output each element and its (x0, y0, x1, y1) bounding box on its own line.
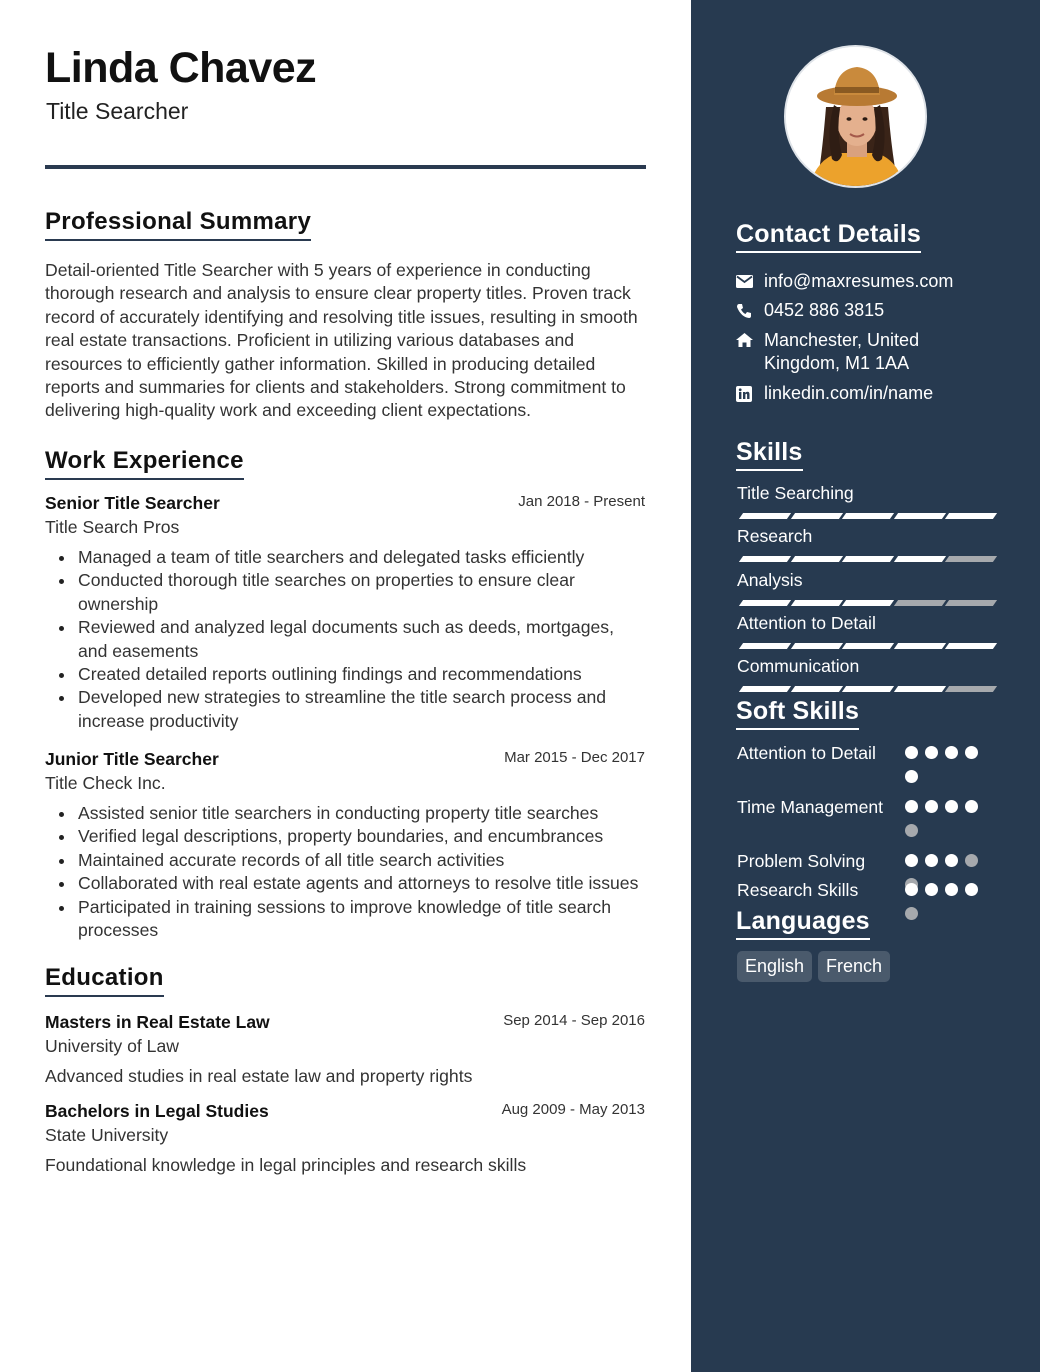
bullet-item: Maintained accurate records of all title search activities (45, 849, 645, 872)
skill-level-segment (893, 600, 945, 606)
job-entry (45, 749, 645, 942)
soft-skill-name: Research Skills (737, 880, 859, 900)
home-icon (736, 329, 764, 352)
skill-level-segment (945, 686, 997, 692)
skill-item (737, 526, 997, 547)
email-text: info@maxresumes.com (764, 271, 954, 291)
skill-level-bar (737, 600, 995, 606)
skill-level-segment (842, 643, 894, 649)
profile-photo (784, 45, 927, 188)
education-date: Sep 2014 - Sep 2016 (503, 1012, 645, 1029)
header-divider (45, 165, 646, 169)
bullet-item: Verified legal descriptions, property boundaries, and encumbrances (45, 825, 645, 848)
skill-item (737, 656, 997, 677)
languages-heading: Languages (736, 907, 870, 940)
soft-skill-item (737, 741, 1007, 765)
soft-skill-dot (905, 883, 918, 896)
skill-level-segment (739, 643, 791, 649)
skill-level-bar (737, 686, 995, 692)
language-chip: French (818, 951, 890, 982)
soft-skill-dot (925, 883, 938, 896)
language-chip: English (737, 951, 812, 982)
skill-level-segment (945, 556, 997, 562)
contact-address (736, 329, 996, 375)
skill-level-segment (842, 513, 894, 519)
skill-level-segment (945, 643, 997, 649)
summary-heading: Professional Summary (45, 208, 311, 241)
soft-skill-dot (945, 883, 958, 896)
skill-level-segment (790, 600, 842, 606)
bullet-item: Developed new strategies to streamline the title search process and increase productivity (45, 686, 645, 733)
education-description: Foundational knowledge in legal principles and research skills (45, 1155, 527, 1175)
skill-item (737, 483, 997, 504)
skill-level-segment (893, 513, 945, 519)
contact-phone[interactable] (736, 299, 996, 322)
soft-skill-dot (925, 746, 938, 759)
degree-title: Masters in Real Estate Law (45, 1012, 270, 1032)
job-title: Senior Title Searcher (45, 493, 220, 513)
education-entry (45, 1101, 645, 1176)
skill-name: Analysis (737, 570, 803, 590)
soft-skill-dot (965, 746, 978, 759)
soft-skill-dot (905, 770, 918, 783)
soft-skill-dot (965, 800, 978, 813)
soft-skill-dot (925, 854, 938, 867)
job-date: Mar 2015 - Dec 2017 (504, 749, 645, 766)
soft-skill-item (737, 878, 1007, 902)
soft-skill-name: Time Management (737, 797, 884, 817)
skill-item (737, 613, 997, 634)
skill-level-segment (842, 556, 894, 562)
job-title: Junior Title Searcher (45, 749, 219, 769)
job-company: Title Search Pros (45, 517, 180, 537)
skill-level-segment (739, 556, 791, 562)
skill-level-segment (790, 686, 842, 692)
skill-level-segment (790, 556, 842, 562)
job-entry (45, 493, 645, 733)
soft-skill-name: Attention to Detail (737, 743, 876, 763)
education-heading: Education (45, 964, 164, 997)
job-date: Jan 2018 - Present (518, 493, 645, 510)
skill-level-segment (790, 513, 842, 519)
skill-name: Research (737, 526, 813, 546)
skill-level-segment (739, 600, 791, 606)
soft-skill-dot (905, 854, 918, 867)
soft-skill-dot (945, 800, 958, 813)
skills-heading: Skills (736, 438, 803, 471)
experience-heading: Work Experience (45, 447, 244, 480)
soft-skill-dot (905, 746, 918, 759)
soft-skill-dot (945, 746, 958, 759)
school-name: University of Law (45, 1036, 179, 1056)
candidate-name: Linda Chavez (45, 44, 317, 92)
soft-skill-dot (945, 854, 958, 867)
skill-name: Communication (737, 656, 860, 676)
contact-heading: Contact Details (736, 220, 921, 253)
degree-title: Bachelors in Legal Studies (45, 1101, 269, 1121)
skill-name: Attention to Detail (737, 613, 876, 633)
bullet-item: Conducted thorough title searches on properties to ensure clear ownership (45, 569, 645, 616)
education-entry (45, 1012, 645, 1087)
soft-skills-heading: Soft Skills (736, 697, 859, 730)
skill-level-segment (945, 600, 997, 606)
job-bullets (45, 546, 645, 733)
school-name: State University (45, 1125, 169, 1145)
job-bullets (45, 802, 645, 942)
candidate-title: Title Searcher (46, 98, 189, 124)
bullet-item: Assisted senior title searchers in conducting property title searches (45, 802, 645, 825)
job-company: Title Check Inc. (45, 773, 166, 793)
phone-text: 0452 886 3815 (764, 300, 885, 320)
skill-item (737, 570, 997, 591)
bullet-item: Managed a team of title searchers and delegated tasks efficiently (45, 546, 645, 569)
skill-name: Title Searching (737, 483, 854, 503)
soft-skill-dot (905, 824, 918, 837)
soft-skill-dot (905, 907, 918, 920)
skill-level-segment (893, 643, 945, 649)
soft-skill-dot (965, 883, 978, 896)
skill-level-segment (842, 600, 894, 606)
education-date: Aug 2009 - May 2013 (501, 1101, 645, 1118)
bullet-item: Participated in training sessions to improve knowledge of title search processes (45, 896, 645, 943)
education-description: Advanced studies in real estate law and property rights (45, 1066, 473, 1086)
summary-text: Detail-oriented Title Searcher with 5 years of experience in conducting thorough research and analysis to ensure clear property titles. Proven track record of accurately identifying and resolving title issues, resulting in smooth real estate transactions. Proficient in utilizing various databases and resources to efficiently gather information. Skilled in producing detailed reports and summaries for clients and stakeholders. Strong commitment to delivering high-quality work and exceeding client expectations. (45, 260, 638, 421)
soft-skill-dot (965, 854, 978, 867)
skill-level-segment (945, 513, 997, 519)
skill-level-bar (737, 643, 995, 649)
soft-skill-item (737, 849, 1007, 873)
skill-level-segment (739, 513, 791, 519)
bullet-item: Collaborated with real estate agents and attorneys to resolve title issues (45, 872, 645, 895)
bullet-item: Created detailed reports outlining findings and recommendations (45, 663, 645, 686)
contact-email[interactable] (736, 270, 996, 293)
linkedin-text: linkedin.com/in/name (764, 383, 934, 403)
skill-level-bar (737, 513, 995, 519)
profile-photo-illustration (786, 47, 927, 188)
soft-skill-name: Problem Solving (737, 851, 866, 871)
skill-level-segment (893, 556, 945, 562)
sidebar (691, 0, 1040, 1372)
skill-level-bar (737, 556, 995, 562)
skill-level-segment (893, 686, 945, 692)
phone-icon (736, 299, 764, 322)
bullet-item: Reviewed and analyzed legal documents such as deeds, mortgages, and easements (45, 616, 645, 663)
contact-linkedin[interactable] (736, 382, 996, 405)
soft-skill-dot (925, 800, 938, 813)
address-text: Manchester, United Kingdom, M1 1AA (764, 330, 920, 373)
envelope-icon (736, 270, 764, 293)
soft-skill-dot (905, 800, 918, 813)
language-list (737, 951, 890, 982)
skill-level-segment (739, 686, 791, 692)
linkedin-icon (736, 382, 764, 405)
skill-level-segment (790, 643, 842, 649)
soft-skill-item (737, 795, 1007, 819)
skill-level-segment (842, 686, 894, 692)
